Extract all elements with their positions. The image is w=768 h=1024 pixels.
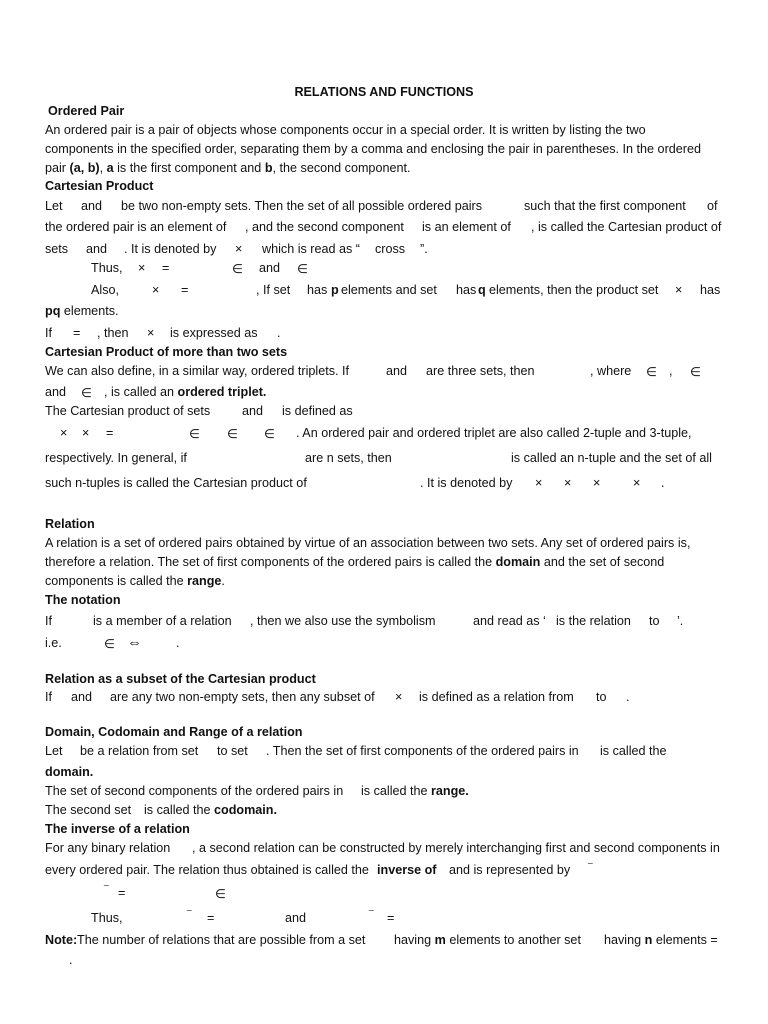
element-of-symbol: ∈ [215,887,226,901]
heading-cartesian-product: Cartesian Product [45,179,154,193]
text-fragment: , a second relation can be constructed by merely interchanging first and second components in [192,841,720,855]
element-of-symbol: ∈ [227,427,238,441]
text-fragment: and [242,404,264,418]
text-fragment: is defined as [282,404,353,418]
text-fragment: is called the [600,744,667,758]
text-fragment: , where [590,364,632,378]
text-fragment: Thus, [91,261,123,275]
text-fragment: is a member of a relation [93,614,232,628]
text-fragment: The second set [45,803,132,817]
element-of-symbol: ∈ [297,262,308,276]
text-fragment: are three sets, then [426,364,535,378]
text-fragment: are n sets, then [305,451,392,465]
text-fragment: and [86,242,108,256]
equals-symbol: = [207,911,215,925]
heading-notation: The notation [45,593,121,607]
inverse-superscript: ⁻ [368,906,375,920]
text-fragment: the ordered pair is an element of [45,220,227,234]
text-fragment: to set [217,744,248,758]
text-fragment: If [45,326,52,340]
equals-symbol: = [106,426,114,440]
text-fragment: . [661,476,665,490]
text-fragment: to [649,614,660,628]
text-fragment: and read as ‘ [473,614,546,628]
times-symbol: × [395,690,403,704]
text-fragment: has [307,283,328,297]
text-fragment: is called the range. [361,784,469,798]
text-fragment: be a relation from set [80,744,199,758]
times-symbol: × [147,326,155,340]
text-fragment: p [331,283,339,297]
times-symbol: × [564,476,572,490]
text-fragment: Also, [91,283,119,297]
text-fragment: . It is denoted by [124,242,217,256]
heading-relation-subset: Relation as a subset of the Cartesian product [45,672,316,686]
text-fragment: and [386,364,408,378]
text-fragment: is called the codomain. [144,803,277,817]
text-fragment: . [626,690,630,704]
text-fragment: having m elements to another set [394,933,581,947]
text-fragment: , and the second component [245,220,404,234]
text-fragment: and [259,261,281,275]
text-fragment: . Then the set of first components of the ordered pairs in [266,744,579,758]
inverse-superscript: ⁻ [103,881,110,895]
text-fragment: For any binary relation [45,841,171,855]
text-fragment: of [707,199,718,213]
paragraph-line: components is called the range. [45,574,225,588]
inverse-superscript: ⁻ [186,906,193,920]
text-fragment: are any two non-empty sets, then any subset of [110,690,375,704]
text-fragment: . It is denoted by [420,476,513,490]
text-fragment: ’. [677,614,684,628]
times-symbol: × [152,283,160,297]
text-fragment: If [45,690,52,704]
element-of-symbol: ∈ [189,427,200,441]
text-fragment: , If set [256,283,291,297]
times-symbol: × [82,426,90,440]
times-symbol: × [593,476,601,490]
text-fragment: Thus, [91,911,123,925]
text-fragment: to [596,690,607,704]
text-fragment: . [277,326,281,340]
paragraph-line: An ordered pair is a pair of objects whose components occur in a special order. It is written by listing the two [45,123,646,137]
element-of-symbol: ∈ [264,427,275,441]
text-fragment: . [69,953,73,967]
text-fragment: which is read as “ [262,242,360,256]
text-fragment: and [45,385,67,399]
element-of-symbol: ∈ [646,365,657,379]
text-fragment: is expressed as [170,326,258,340]
text-fragment: such n-tuples is called the Cartesian product of [45,476,307,490]
text-fragment: every ordered pair. The relation thus obtained is called the [45,863,369,877]
text-fragment: be two non-empty sets. Then the set of all possible ordered pairs [121,199,482,213]
text-fragment: and [71,690,93,704]
text-fragment: is the relation [556,614,631,628]
equals-symbol: = [387,911,395,925]
equals-symbol: = [162,261,170,275]
times-symbol: × [675,283,683,297]
paragraph-line: therefore a relation. The set of first components of the ordered pairs is called the domain and the set of second [45,555,665,569]
text-fragment: , is called an ordered triplet. [104,385,267,399]
text-fragment: is defined as a relation from [419,690,574,704]
inverse-superscript: ⁻ [587,859,594,873]
text-fragment: ”. [420,242,428,256]
paragraph-line: A relation is a set of ordered pairs obtained by virtue of an association between two sets. Any set of ordered pairs is, [45,536,691,550]
text-fragment: The number of relations that are possible from a set [77,933,366,947]
term-domain: domain. [45,765,94,779]
paragraph-line: pair (a, b), a is the first component and b, the second component. [45,161,411,175]
text-fragment: inverse of [377,863,437,877]
text-fragment: . [176,636,180,650]
text-fragment: i.e. [45,636,62,650]
text-fragment: , [669,364,673,378]
text-fragment: . An ordered pair and ordered triplet are also called 2-tuple and 3-tuple, [296,426,692,440]
text-fragment: such that the first component [524,199,686,213]
times-symbol: × [138,261,146,275]
text-fragment: and [81,199,103,213]
text-fragment: The set of second components of the ordered pairs in [45,784,344,798]
text-fragment: having n elements = [604,933,718,947]
page-title: RELATIONS AND FUNCTIONS [294,85,474,99]
text-fragment: sets [45,242,69,256]
paragraph-line: components in the specified order, separating them by a comma and enclosing the pair in parentheses. In the ordered [45,142,701,156]
text-fragment: Let [45,744,63,758]
times-symbol: × [535,476,543,490]
text-fragment: , then we also use the symbolism [250,614,436,628]
text-fragment: q [478,283,486,297]
note-label: Note: [45,933,78,947]
iff-symbol: ⇔ [127,634,142,651]
element-of-symbol: ∈ [690,365,701,379]
text-fragment: and is represented by [449,863,571,877]
heading-ordered-pair: Ordered Pair [48,104,125,118]
text-fragment: , is called the Cartesian product of [531,220,722,234]
element-of-symbol: ∈ [232,262,243,276]
text-fragment: is an element of [422,220,511,234]
times-symbol: × [235,242,243,256]
heading-inverse-relation: The inverse of a relation [45,822,190,836]
paragraph-line: pq elements. [45,304,119,318]
element-of-symbol: ∈ [104,637,115,651]
text-fragment: has [700,283,721,297]
equals-symbol: = [118,886,126,900]
text-fragment: The Cartesian product of sets [45,404,211,418]
element-of-symbol: ∈ [81,386,92,400]
text-fragment: and [285,911,307,925]
heading-domain-range: Domain, Codomain and Range of a relation [45,725,303,739]
times-symbol: × [60,426,68,440]
heading-cartesian-more-sets: Cartesian Product of more than two sets [45,345,288,359]
times-symbol: × [633,476,641,490]
equals-symbol: = [181,283,189,297]
text-fragment: We can also define, in a similar way, ordered triplets. If [45,364,350,378]
heading-relation: Relation [45,517,95,531]
text-fragment: cross [375,242,406,256]
text-fragment: Let [45,199,63,213]
equals-symbol: = [73,326,81,340]
text-fragment: has [456,283,477,297]
text-fragment: If [45,614,52,628]
text-fragment: respectively. In general, if [45,451,187,465]
text-fragment: is called an n-tuple and the set of all [511,451,712,465]
text-fragment: elements and set [341,283,437,297]
text-fragment: elements, then the product set [489,283,659,297]
text-fragment: , then [97,326,129,340]
